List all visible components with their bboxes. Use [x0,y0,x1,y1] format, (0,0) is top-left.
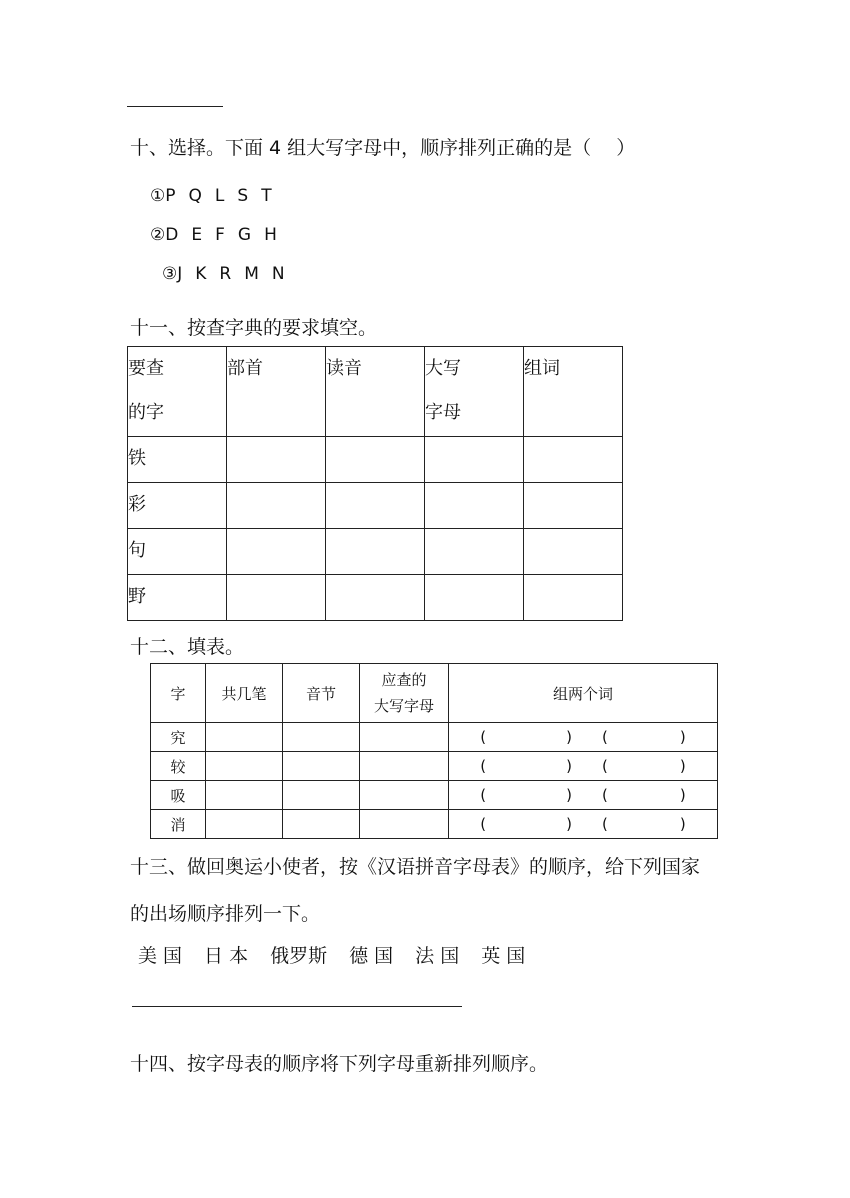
option-marker: ③ [162,264,178,284]
table-row [128,529,623,575]
answer-cell[interactable] [524,437,623,483]
country-list [138,941,547,968]
answer-cell[interactable] [283,723,360,752]
paren: ) [566,815,572,833]
q11-title: 十一、按查字典的要求填空。 [130,317,378,339]
letter: H [264,225,277,245]
answer-cell[interactable] [360,781,449,810]
header-cell: 音节 [283,664,360,723]
answer-cell[interactable] [206,781,283,810]
q14-title: 十四、按字母表的顺序将下列字母重新排列顺序。 [130,1053,549,1075]
answer-cell[interactable] [425,529,524,575]
char-cell: 消 [151,810,206,839]
q10-option-1 [150,186,285,206]
q10-option-3 [162,264,298,284]
country: 美 国 [138,945,183,967]
answer-cell[interactable] [360,752,449,781]
country: 英 国 [481,945,526,967]
header-cell: 组两个词 [449,664,718,723]
letter: Q [188,186,202,206]
header-line: 字母 [425,402,461,423]
header-cell [425,347,524,437]
table-row [151,752,718,781]
paren: ( [480,815,487,833]
answer-cell[interactable] [326,483,425,529]
header-line: 读音 [326,358,362,379]
q10-title: 十、选择。下面 4 组大写字母中，顺序排列正确的是（ ） [130,137,636,159]
answer-cell[interactable] [206,723,283,752]
q10-option-2 [150,225,290,245]
answer-cell[interactable] [283,752,360,781]
paren: ( [602,786,608,804]
letter: P [165,186,176,206]
paren: ( [602,757,608,775]
letter: S [237,186,249,206]
fill-table [150,663,718,839]
answer-line-q13[interactable] [132,1006,462,1007]
char-cell: 铁 [128,437,227,483]
words-cell[interactable] [449,723,718,752]
paren: ) [566,728,572,746]
answer-cell[interactable] [206,810,283,839]
header-line: 的字 [128,402,164,423]
q13-title-line1: 十三、做回奥运小使者，按《汉语拼音字母表》的顺序，给下列国家 [130,856,701,878]
char-cell: 野 [128,575,227,621]
table-row [151,781,718,810]
word-blank[interactable] [602,786,686,804]
paren: ( [602,815,608,833]
header-cell [227,347,326,437]
letter: M [244,264,259,284]
words-cell[interactable] [449,781,718,810]
paren: ( [480,757,487,775]
table-row [128,483,623,529]
answer-cell[interactable] [524,529,623,575]
letter: G [237,225,252,245]
paren: ( [602,728,608,746]
answer-cell[interactable] [360,810,449,839]
answer-cell[interactable] [524,575,623,621]
option-marker: ① [150,186,166,206]
char-cell: 彩 [128,483,227,529]
letter: F [215,225,225,245]
answer-cell[interactable] [227,483,326,529]
header-line: 部首 [227,358,263,379]
words-cell[interactable] [449,752,718,781]
header-cell: 字 [151,664,206,723]
country: 俄罗斯 [270,945,328,967]
answer-cell[interactable] [283,810,360,839]
answer-cell[interactable] [227,529,326,575]
char-cell: 句 [128,529,227,575]
answer-cell[interactable] [326,437,425,483]
q12-title: 十二、填表。 [130,636,245,658]
words-cell[interactable] [449,810,718,839]
char-cell: 吸 [151,781,206,810]
table-header-row [128,347,623,437]
country: 德 国 [349,945,394,967]
letter: L [214,186,225,206]
answer-cell[interactable] [326,575,425,621]
char-cell: 较 [151,752,206,781]
word-blank[interactable] [480,815,572,833]
table-row [128,437,623,483]
table-header-row [151,664,718,723]
letter: E [191,225,203,245]
header-cell [326,347,425,437]
table-row [128,575,623,621]
letter: D [165,225,179,245]
header-cell: 共几笔 [206,664,283,723]
answer-cell[interactable] [425,437,524,483]
header-cell [524,347,623,437]
paren: ) [679,815,686,833]
paren: ( [480,786,487,804]
answer-cell[interactable] [360,723,449,752]
word-blank[interactable] [480,786,572,804]
table-row [151,723,718,752]
paren: ) [679,786,686,804]
letter: J [177,264,183,284]
char-cell: 究 [151,723,206,752]
country: 法 国 [415,945,460,967]
answer-cell[interactable] [227,437,326,483]
answer-cell[interactable] [227,575,326,621]
paren: ) [679,728,686,746]
letter: R [219,264,232,284]
header-line: 应查的 [381,671,427,689]
header-cell [128,347,227,437]
header-cell [360,664,449,723]
word-blank[interactable] [480,757,572,775]
word-blank[interactable] [602,815,686,833]
answer-cell[interactable] [425,575,524,621]
answer-cell[interactable] [425,483,524,529]
header-line: 要查 [128,358,164,379]
word-blank[interactable] [602,728,686,746]
country: 日 本 [204,945,249,967]
answer-line-top [127,106,223,107]
table-row [151,810,718,839]
letter: K [195,264,207,284]
word-blank[interactable] [602,757,686,775]
answer-cell[interactable] [283,781,360,810]
letter: N [271,264,285,284]
paren: ) [679,757,686,775]
answer-cell[interactable] [326,529,425,575]
word-blank[interactable] [480,728,572,746]
header-line: 组词 [524,358,560,379]
q13-title-line2: 的出场顺序排列一下。 [130,903,321,925]
header-line: 大写字母 [373,697,434,715]
answer-cell[interactable] [206,752,283,781]
letter: T [261,186,272,206]
paren: ) [566,786,572,804]
paren: ) [566,757,572,775]
answer-cell[interactable] [524,483,623,529]
option-marker: ② [150,225,166,245]
paren: ( [480,728,487,746]
header-line: 大写 [425,358,461,379]
dictionary-table [127,346,623,621]
